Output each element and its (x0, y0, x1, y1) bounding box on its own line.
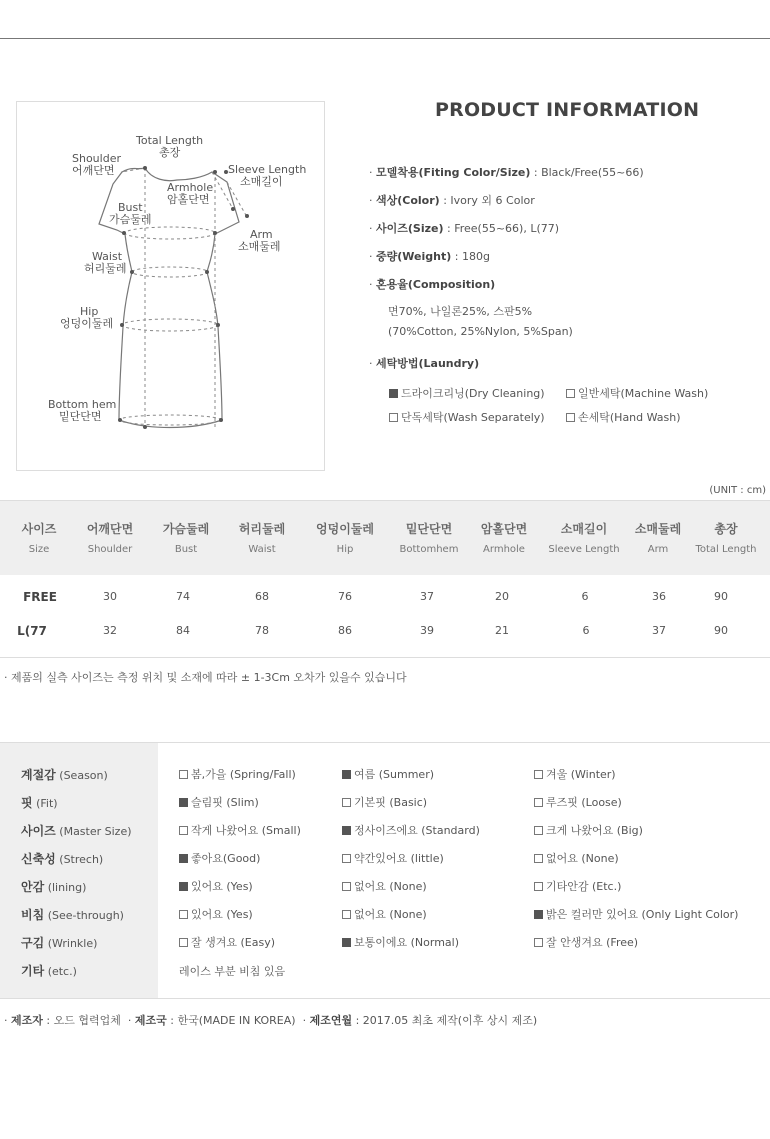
size-cell: 20 (495, 590, 509, 603)
manufacturer-info: · 제조자 : 오드 협력업체 · 제조국 : 한국(MADE IN KOREA) · 제조연월 : 2017.05 최초 제작(이후 상시 제조) (4, 1014, 538, 1027)
label-hip: Hip 엉덩이둘레 (60, 305, 114, 330)
attr-label-see-through: 비침 (See-through) (21, 908, 124, 922)
laundry-machine-wash: 일반세탁(Machine Wash) (566, 385, 708, 401)
size-table-header (0, 500, 770, 575)
season-option: 봄,가을 (Spring/Fall) (179, 766, 296, 782)
table-divider (0, 657, 770, 658)
fit-option: 슬림핏 (Slim) (179, 794, 259, 810)
attr-label-stretch: 신축성 (Strech) (21, 852, 104, 866)
size-cell: 84 (176, 624, 190, 637)
fit-option: 루즈핏 (Loose) (534, 794, 622, 810)
checkbox-icon (566, 389, 575, 398)
info-row-color: · 색상(Color) : Ivory 외 6 Color (369, 194, 535, 207)
header-sleeve-length: 소매길이 Sleeve Length (548, 522, 620, 555)
attr-label-fit: 핏 (Fit) (21, 796, 58, 810)
measurement-diagram (16, 101, 325, 471)
stretch-option: 없어요 (None) (534, 850, 619, 866)
stretch-option: 좋아요(Good) (179, 850, 260, 866)
fit-option: 기본핏 (Basic) (342, 794, 427, 810)
header-bust: 가슴둘레 Bust (162, 522, 210, 555)
checkbox-icon (342, 854, 351, 863)
size-cell: 37 (652, 624, 666, 637)
size-cell: 6 (581, 590, 589, 603)
table-row (0, 614, 770, 648)
header-armhole: 암홀단면 Armhole (480, 522, 528, 555)
checkbox-icon (534, 910, 543, 919)
attr-label-master-size: 사이즈 (Master Size) (21, 824, 132, 838)
season-option: 여름 (Summer) (342, 766, 434, 782)
product-info-title: PRODUCT INFORMATION (435, 99, 700, 121)
header-shoulder: 어깨단면 Shoulder (86, 522, 134, 555)
attr-label-lining: 안감 (lining) (21, 880, 87, 894)
checkbox-icon (534, 882, 543, 891)
checkbox-icon (534, 770, 543, 779)
etc-text: 레이스 부분 비침 있음 (179, 965, 286, 978)
see-through-option: 있어요 (Yes) (179, 906, 253, 922)
wrinkle-option: 보통이에요 (Normal) (342, 934, 459, 950)
attr-label-wrinkle: 구김 (Wrinkle) (21, 936, 98, 950)
size-cell: 76 (338, 590, 352, 603)
checkbox-icon (342, 938, 351, 947)
checkbox-icon (534, 798, 543, 807)
label-armhole: Armhole 암홀단면 (167, 181, 214, 206)
lining-option: 없어요 (None) (342, 878, 427, 894)
wrinkle-option: 잘 생겨요 (Easy) (179, 934, 275, 950)
laundry-hand-wash: 손세탁(Hand Wash) (566, 409, 681, 425)
label-bottom-hem: Bottom hem 밑단단면 (48, 398, 117, 423)
label-arm: Arm 소매둘레 (238, 228, 281, 253)
checkbox-icon (534, 854, 543, 863)
checkbox-icon (389, 389, 398, 398)
table-row (0, 580, 770, 614)
size-cell: 90 (714, 624, 728, 637)
master-size-option: 작게 나왔어요 (Small) (179, 822, 301, 838)
season-option: 겨울 (Winter) (534, 766, 616, 782)
size-cell: 30 (103, 590, 117, 603)
checkbox-icon (179, 770, 188, 779)
size-cell: L(77 (17, 624, 47, 638)
top-divider (0, 38, 770, 39)
label-bust: Bust 가슴둘레 (109, 201, 152, 226)
size-cell: 6 (582, 624, 590, 637)
header-size: 사이즈 Size (21, 522, 57, 555)
checkbox-icon (342, 798, 351, 807)
size-cell: 90 (714, 590, 728, 603)
checkbox-icon (534, 938, 543, 947)
laundry-dry-cleaning: 드라이크리닝(Dry Cleaning) (389, 385, 545, 401)
checkbox-icon (179, 910, 188, 919)
label-sleeve-length: Sleeve Length 소매길이 (228, 163, 307, 188)
size-cell: 86 (338, 624, 352, 637)
attr-divider-bottom (0, 998, 770, 999)
see-through-option: 없어요 (None) (342, 906, 427, 922)
size-cell: 32 (103, 624, 117, 637)
checkbox-icon (566, 413, 575, 422)
info-row-laundry: · 세탁방법(Laundry) (369, 357, 480, 370)
checkbox-icon (179, 882, 188, 891)
checkbox-icon (342, 770, 351, 779)
checkbox-icon (342, 826, 351, 835)
size-cell: 37 (420, 590, 434, 603)
size-cell: 78 (255, 624, 269, 637)
size-cell: 68 (255, 590, 269, 603)
composition-ko: 면70%, 나일론25%, 스판5% (388, 305, 533, 318)
checkbox-icon (179, 826, 188, 835)
checkbox-icon (342, 910, 351, 919)
checkbox-icon (179, 938, 188, 947)
attr-label-etc: 기타 (etc.) (21, 964, 77, 978)
see-through-option: 밝은 컬러만 있어요 (Only Light Color) (534, 906, 738, 922)
stretch-option: 약간있어요 (little) (342, 850, 444, 866)
lining-option: 있어요 (Yes) (179, 878, 253, 894)
info-row-weight: · 중량(Weight) : 180g (369, 250, 490, 263)
master-size-option: 크게 나왔어요 (Big) (534, 822, 643, 838)
checkbox-icon (534, 826, 543, 835)
attr-label-season: 계절감 (Season) (21, 768, 108, 782)
label-shoulder: Shoulder 어깨단면 (72, 152, 121, 177)
header-hip: 엉덩이둘레 Hip (316, 522, 374, 555)
header-bottomhem: 밑단단면 Bottomhem (399, 522, 459, 555)
header-total-length: 총장 Total Length (695, 522, 757, 555)
size-cell: 36 (652, 590, 666, 603)
info-row-model-size: · 모델착용(Fiting Color/Size) : Black/Free(55~66) (369, 166, 644, 179)
info-row-composition: · 혼용율(Composition) (369, 278, 496, 291)
wrinkle-option: 잘 안생겨요 (Free) (534, 934, 638, 950)
info-row-size: · 사이즈(Size) : Free(55~66), L(77) (369, 222, 560, 235)
checkbox-icon (179, 854, 188, 863)
composition-en: (70%Cotton, 25%Nylon, 5%Span) (388, 325, 573, 338)
size-cell: 74 (176, 590, 190, 603)
size-cell: FREE (23, 590, 57, 604)
header-arm: 소매둘레 Arm (634, 522, 682, 555)
lining-option: 기타안감 (Etc.) (534, 878, 621, 894)
master-size-option: 정사이즈에요 (Standard) (342, 822, 480, 838)
size-cell: 21 (495, 624, 509, 637)
size-cell: 39 (420, 624, 434, 637)
size-note: · 제품의 실측 사이즈는 측정 위치 및 소재에 따라 ± 1-3Cm 오차가 있을수 있습니다 (4, 671, 407, 684)
label-total-length: Total Length 총장 (136, 134, 204, 159)
header-waist: 허리둘레 Waist (238, 522, 286, 555)
unit-label: (UNIT : cm) (709, 485, 766, 496)
laundry-wash-separately: 단독세탁(Wash Separately) (389, 409, 545, 425)
checkbox-icon (389, 413, 398, 422)
checkbox-icon (179, 798, 188, 807)
checkbox-icon (342, 882, 351, 891)
label-waist: Waist 허리둘레 (84, 250, 127, 275)
